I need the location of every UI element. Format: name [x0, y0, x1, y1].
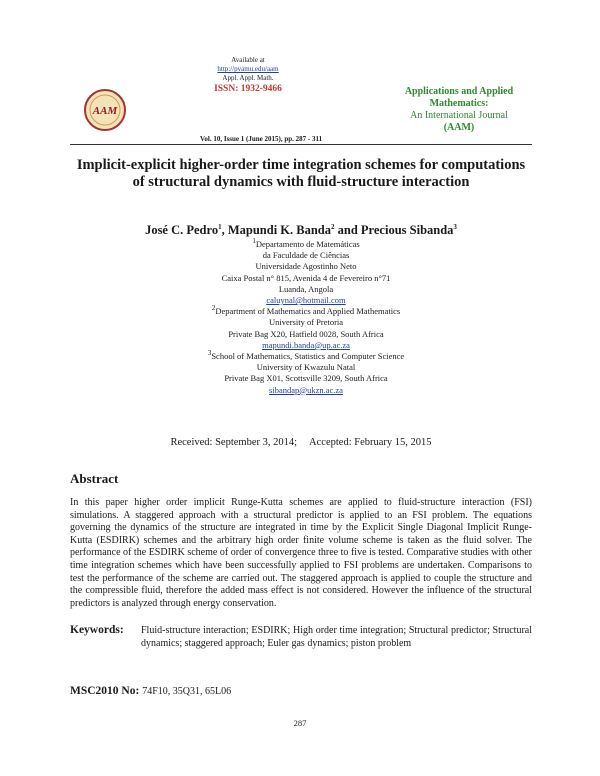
author-superscript: 2: [331, 222, 335, 231]
keywords-text: Fluid-structure interaction; ESDIRK; High order time integration; Structural predictor; Structural dynamics; staggered approach; Euler gas dynamics; piston problem: [141, 625, 532, 649]
journal-title-line2: Mathematics:: [429, 98, 489, 109]
author-name: José C. Pedro: [145, 223, 219, 237]
journal-subtitle: An International Journal: [410, 110, 508, 121]
available-at-label: Available at: [231, 56, 265, 64]
msc-label: MSC2010 No:: [70, 685, 140, 697]
author-superscript: 1: [218, 222, 222, 231]
paper-title-line2: of structural dynamics with fluid-structure interaction: [132, 174, 470, 190]
paper-title-line1: Implicit-explicit higher-order time integration schemes for computations: [76, 157, 526, 173]
affiliation-superscript: 1: [252, 237, 256, 246]
affiliation-line: da Faculdade de Ciências: [262, 250, 350, 261]
volume-info: Vol. 10, Issue 1 (June 2015), pp. 287 - 311: [200, 135, 323, 143]
journal-abbrev: (AAM): [443, 122, 475, 133]
journal-title-line1: Applications and Applied: [404, 86, 514, 97]
availability-block: [178, 56, 318, 95]
svg-text:AAM: AAM: [92, 105, 118, 117]
affiliation-line: $^1$Departamento de Matemáticas: [252, 237, 360, 249]
received-date: Received: September 3, 2014;: [170, 437, 298, 448]
affiliation-line: $^2$Department of Mathematics and Applied Mathematics: [211, 304, 401, 317]
author-separator: ,: [221, 223, 228, 237]
msc-line: [70, 685, 231, 697]
affiliation-line: Luanda, Angola: [278, 283, 334, 294]
author-name: Precious Sibanda: [360, 223, 454, 237]
affiliation-line: Universidade Agostinho Neto: [255, 261, 357, 272]
journal-logo: [83, 88, 127, 132]
author-superscript: 3: [453, 222, 457, 231]
author-email-link[interactable]: sibandap@ukzn.ac.za: [269, 384, 343, 395]
author-email-link[interactable]: caluynal@hotmail.com: [266, 295, 346, 306]
msc-codes: 74F10, 35Q31, 65L06: [142, 686, 232, 697]
affiliation-line: University of Kwazulu Natal: [256, 362, 356, 373]
affiliation-line: Private Bag X20, Hatfield 0028, South Africa: [228, 328, 384, 339]
affiliation-superscript: 2: [211, 304, 216, 313]
keywords-label: Keywords:: [70, 624, 124, 636]
journal-short-name: Appl. Appl. Math.: [222, 74, 274, 82]
abstract-heading: Abstract: [70, 471, 119, 486]
abstract-text: In this paper higher order implicit Runge-Kutta schemes are applied to fluid-structure interaction (FSI) simulations. A staggered approach with a structural predictor is applied to an FSI problem. The equations governing the dynamics of the structure are integrated in time by the Explicit Single Diagonal Implicit Runge-Kutta (ESDIRK) schemes and the arbitrary high order finite volume scheme is taken as the fluid solver. The performance of the ESDIRK scheme of order of convergence three to five is tested. Comparative studies with other time integration schemes which have been successfully applied to FSI problems are undertaken. Comparisons to test the performance of the scheme are carried out. The staggered approach is applied to couple the structure and the compressible fluid, therefore the added mass effect is not considered. However the influence of the structural predictors is analyzed through energy conservation.: [70, 497, 532, 609]
paper-title: [70, 157, 532, 191]
affiliation-line: Caixa Postal n° 815, Avenida 4 de Fevereiro n°71: [221, 272, 391, 283]
dates-line: [70, 437, 532, 448]
affiliation-line: Private Bag X01, Scottsville 3209, South Africa: [224, 373, 388, 384]
affiliation-line: $^3$School of Mathematics, Statistics and Computer Science: [207, 349, 405, 362]
journal-title-block: [385, 86, 533, 134]
affiliation-line: University of Pretoria: [268, 317, 344, 328]
author-name: Mapundi K. Banda: [227, 223, 332, 237]
authors-line: [70, 223, 532, 238]
author-separator: and: [334, 223, 361, 237]
author-email-link[interactable]: mapundi.banda@up.ac.za: [262, 339, 350, 350]
affiliations-block: [170, 239, 442, 396]
affiliation-superscript: 3: [207, 349, 212, 358]
accepted-date: Accepted: February 15, 2015: [309, 437, 432, 448]
journal-url-link[interactable]: http://pvamu.edu/aam: [217, 65, 279, 73]
page-number: 287: [293, 718, 307, 728]
header-divider: [70, 144, 532, 145]
issn-label: ISSN: 1932-9466: [214, 84, 282, 94]
